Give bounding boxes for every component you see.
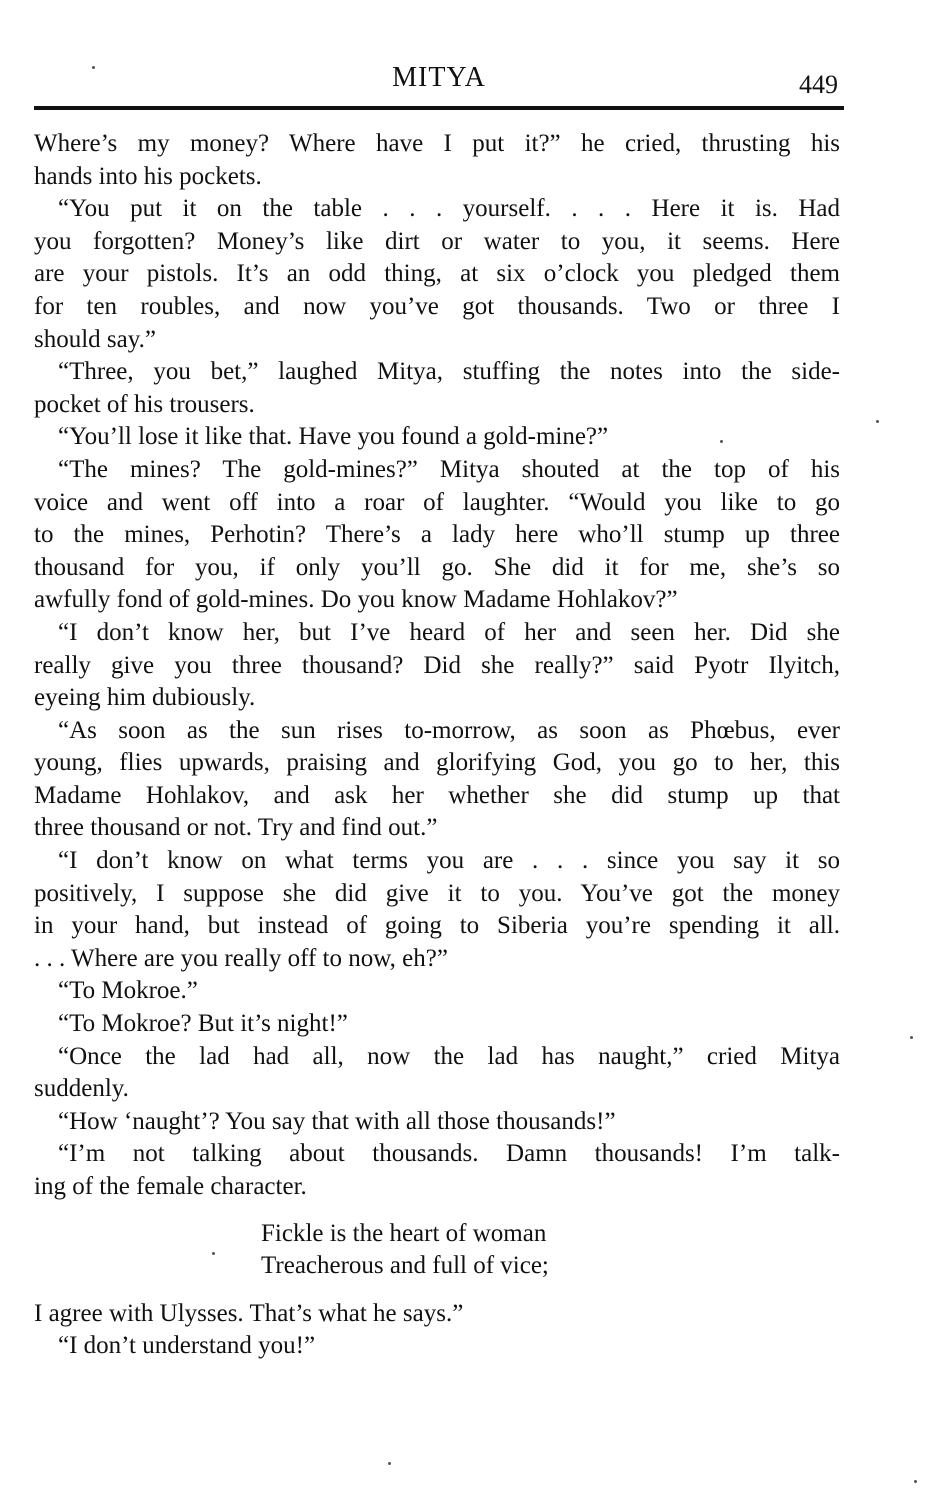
verse-line: Treacherous and full of vice;: [261, 1251, 549, 1279]
text-line: hands into his pockets.: [34, 162, 262, 190]
text-line: three thousand or not. Try and find out.”: [34, 814, 438, 842]
text-line: thousand for you, if only you’ll go. She did it for me, she’s so: [34, 553, 840, 581]
text-line: Madame Hohlakov, and ask her whether she did stump up that: [34, 781, 840, 809]
text-line: awfully fond of gold-mines. Do you know Madame Hohlakov?”: [34, 586, 678, 614]
text-line: pocket of his trousers.: [34, 390, 255, 418]
text-line: should say.”: [34, 325, 156, 353]
scan-speck: [388, 1462, 391, 1465]
text-line: “Once the lad had all, now the lad has naught,” cried Mitya: [58, 1042, 840, 1070]
text-line: “How ‘naught’? You say that with all those thousands!”: [58, 1107, 616, 1135]
running-title: MITYA: [392, 62, 486, 93]
running-header: [34, 62, 844, 106]
text-line: “Three, you bet,” laughed Mitya, stuffing the notes into the side-: [58, 358, 840, 386]
scan-speck: [914, 1480, 917, 1483]
verse-line: Fickle is the heart of woman: [261, 1219, 547, 1247]
scan-speck: [876, 420, 879, 423]
text-line: “I don’t know on what terms you are . . . since you say it so: [58, 847, 840, 875]
text-line: young, flies upwards, praising and glorifying God, you go to her, this: [34, 749, 840, 777]
text-line: ing of the female character.: [34, 1173, 307, 1200]
text-line: are your pistols. It’s an odd thing, at six o’clock you pledged them: [34, 260, 840, 288]
page-body: [34, 128, 840, 1363]
text-line: “I don’t understand you!”: [58, 1332, 316, 1360]
text-line: you forgotten? Money’s like dirt or water to you, it seems. Here: [34, 227, 840, 255]
text-line: Where’s my money? Where have I put it?” he cried, thrusting his: [34, 130, 840, 157]
text-line: “To Mokroe? But it’s night!”: [58, 1010, 348, 1038]
header-rule: [34, 106, 844, 110]
scan-speck: [910, 1036, 913, 1039]
verse-block: [34, 1218, 840, 1282]
text-line: for ten roubles, and now you’ve got thousands. Two or three I: [34, 292, 840, 320]
text-line: really give you three thousand? Did she really?” said Pyotr Ilyitch,: [34, 651, 840, 679]
scan-speck: [212, 1252, 215, 1255]
text-line: “To Mokroe.”: [58, 977, 198, 1005]
text-line: “As soon as the sun rises to-morrow, as soon as Phœbus, ever: [58, 716, 840, 744]
text-line: suddenly.: [34, 1075, 129, 1103]
page-number: 449: [799, 70, 838, 99]
text-line: “You’ll lose it like that. Have you found a gold-mine?”: [58, 423, 609, 451]
text-line: to the mines, Perhotin? There’s a lady here who’ll stump up three: [34, 521, 840, 549]
text-line: positively, I suppose she did give it to you. You’ve got the money: [34, 879, 840, 907]
text-line: “The mines? The gold-mines?” Mitya shouted at the top of his: [58, 455, 840, 483]
text-line: eyeing him dubiously.: [34, 684, 256, 712]
text-line: . . . Where are you really off to now, eh?”: [34, 944, 448, 972]
scan-speck: [720, 440, 723, 443]
text-line: “I don’t know her, but I’ve heard of her and seen her. Did she: [58, 618, 840, 646]
text-line: “I’m not talking about thousands. Damn thousands! I’m talk-: [58, 1140, 840, 1168]
text-line: voice and went off into a roar of laughter. “Would you like to go: [34, 488, 840, 516]
text-line: “You put it on the table . . . yourself. . . . Here it is. Had: [58, 195, 840, 223]
scan-speck: [92, 66, 95, 69]
text-line: in your hand, but instead of going to Siberia you’re spending it all.: [34, 912, 840, 940]
text-line: I agree with Ulysses. That’s what he says.”: [34, 1299, 464, 1327]
